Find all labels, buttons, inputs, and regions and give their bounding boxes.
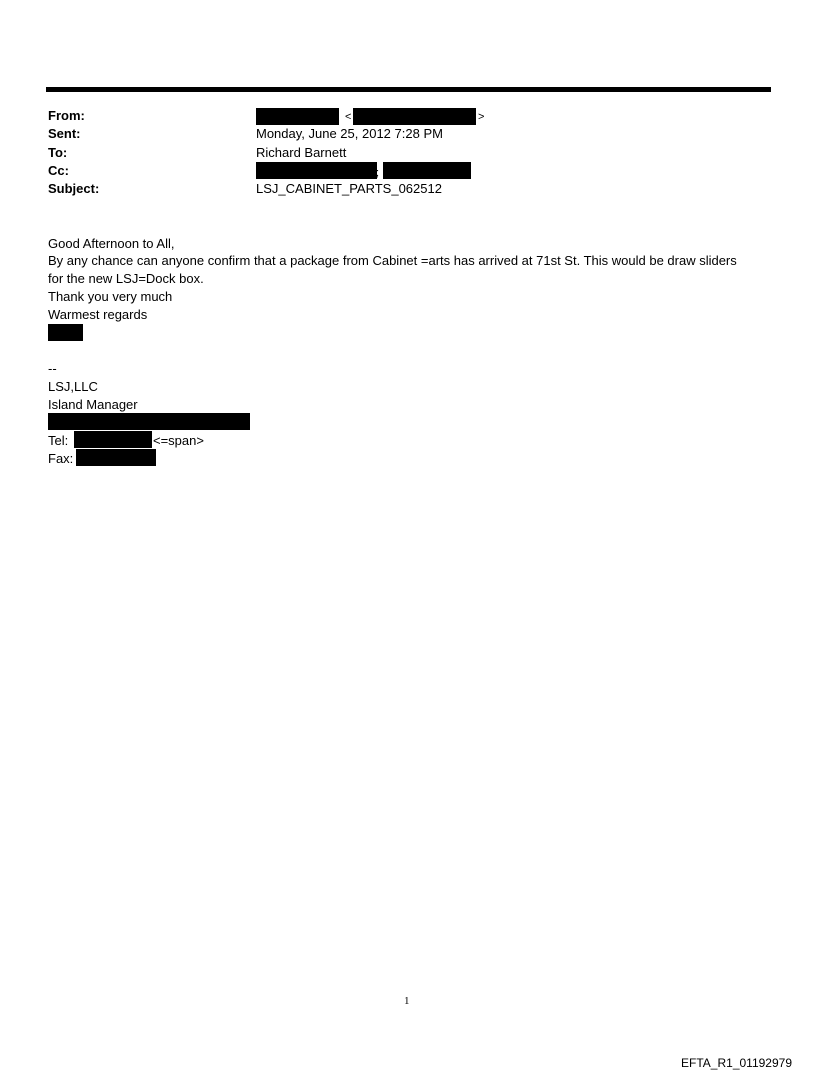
thanks-line: Thank you very much	[48, 289, 173, 304]
cc-label: Cc:	[48, 163, 69, 178]
signature-company: LSJ,LLC	[48, 379, 98, 394]
from-name-redaction	[256, 108, 339, 125]
from-open-bracket: <	[345, 111, 352, 123]
closing-line: Warmest regards	[48, 307, 148, 322]
cc-recipient-2-redaction	[383, 162, 471, 179]
signature-title: Island Manager	[48, 397, 138, 412]
cc-recipient-1-redaction	[256, 162, 380, 179]
tel-suffix: <=span>	[153, 433, 204, 448]
greeting: Good Afternoon to All,	[48, 236, 175, 251]
sender-name-redaction	[48, 324, 83, 341]
from-email-redaction	[353, 108, 476, 125]
from-label: From:	[48, 108, 85, 123]
to-value: Richard Barnett	[256, 145, 347, 160]
tel-label: Tel:	[48, 433, 69, 448]
sent-label: Sent:	[48, 126, 81, 141]
fax-label: Fax:	[48, 451, 74, 466]
tel-number-redaction	[74, 431, 152, 448]
body-line-2: for the new LSJ=Dock box.	[48, 271, 204, 286]
document-id: EFTA_R1_01192979	[681, 1056, 792, 1070]
subject-label: Subject:	[48, 181, 100, 196]
body-line-1: By any chance can anyone confirm that a package from Cabinet =arts has arrived at 71st St. This would be draw sliders	[48, 253, 737, 268]
header-rule	[46, 87, 771, 92]
subject-value: LSJ_CABINET_PARTS_062512	[256, 181, 442, 196]
fax-number-redaction	[76, 449, 156, 466]
signature-dashes: --	[48, 361, 57, 376]
from-close-bracket: >	[478, 111, 485, 123]
cc-separator: ;	[376, 167, 380, 179]
to-label: To:	[48, 145, 68, 160]
page-number: 1	[404, 995, 410, 1007]
sent-value: Monday, June 25, 2012 7:28 PM	[256, 126, 443, 141]
signature-address-redaction	[48, 413, 250, 430]
